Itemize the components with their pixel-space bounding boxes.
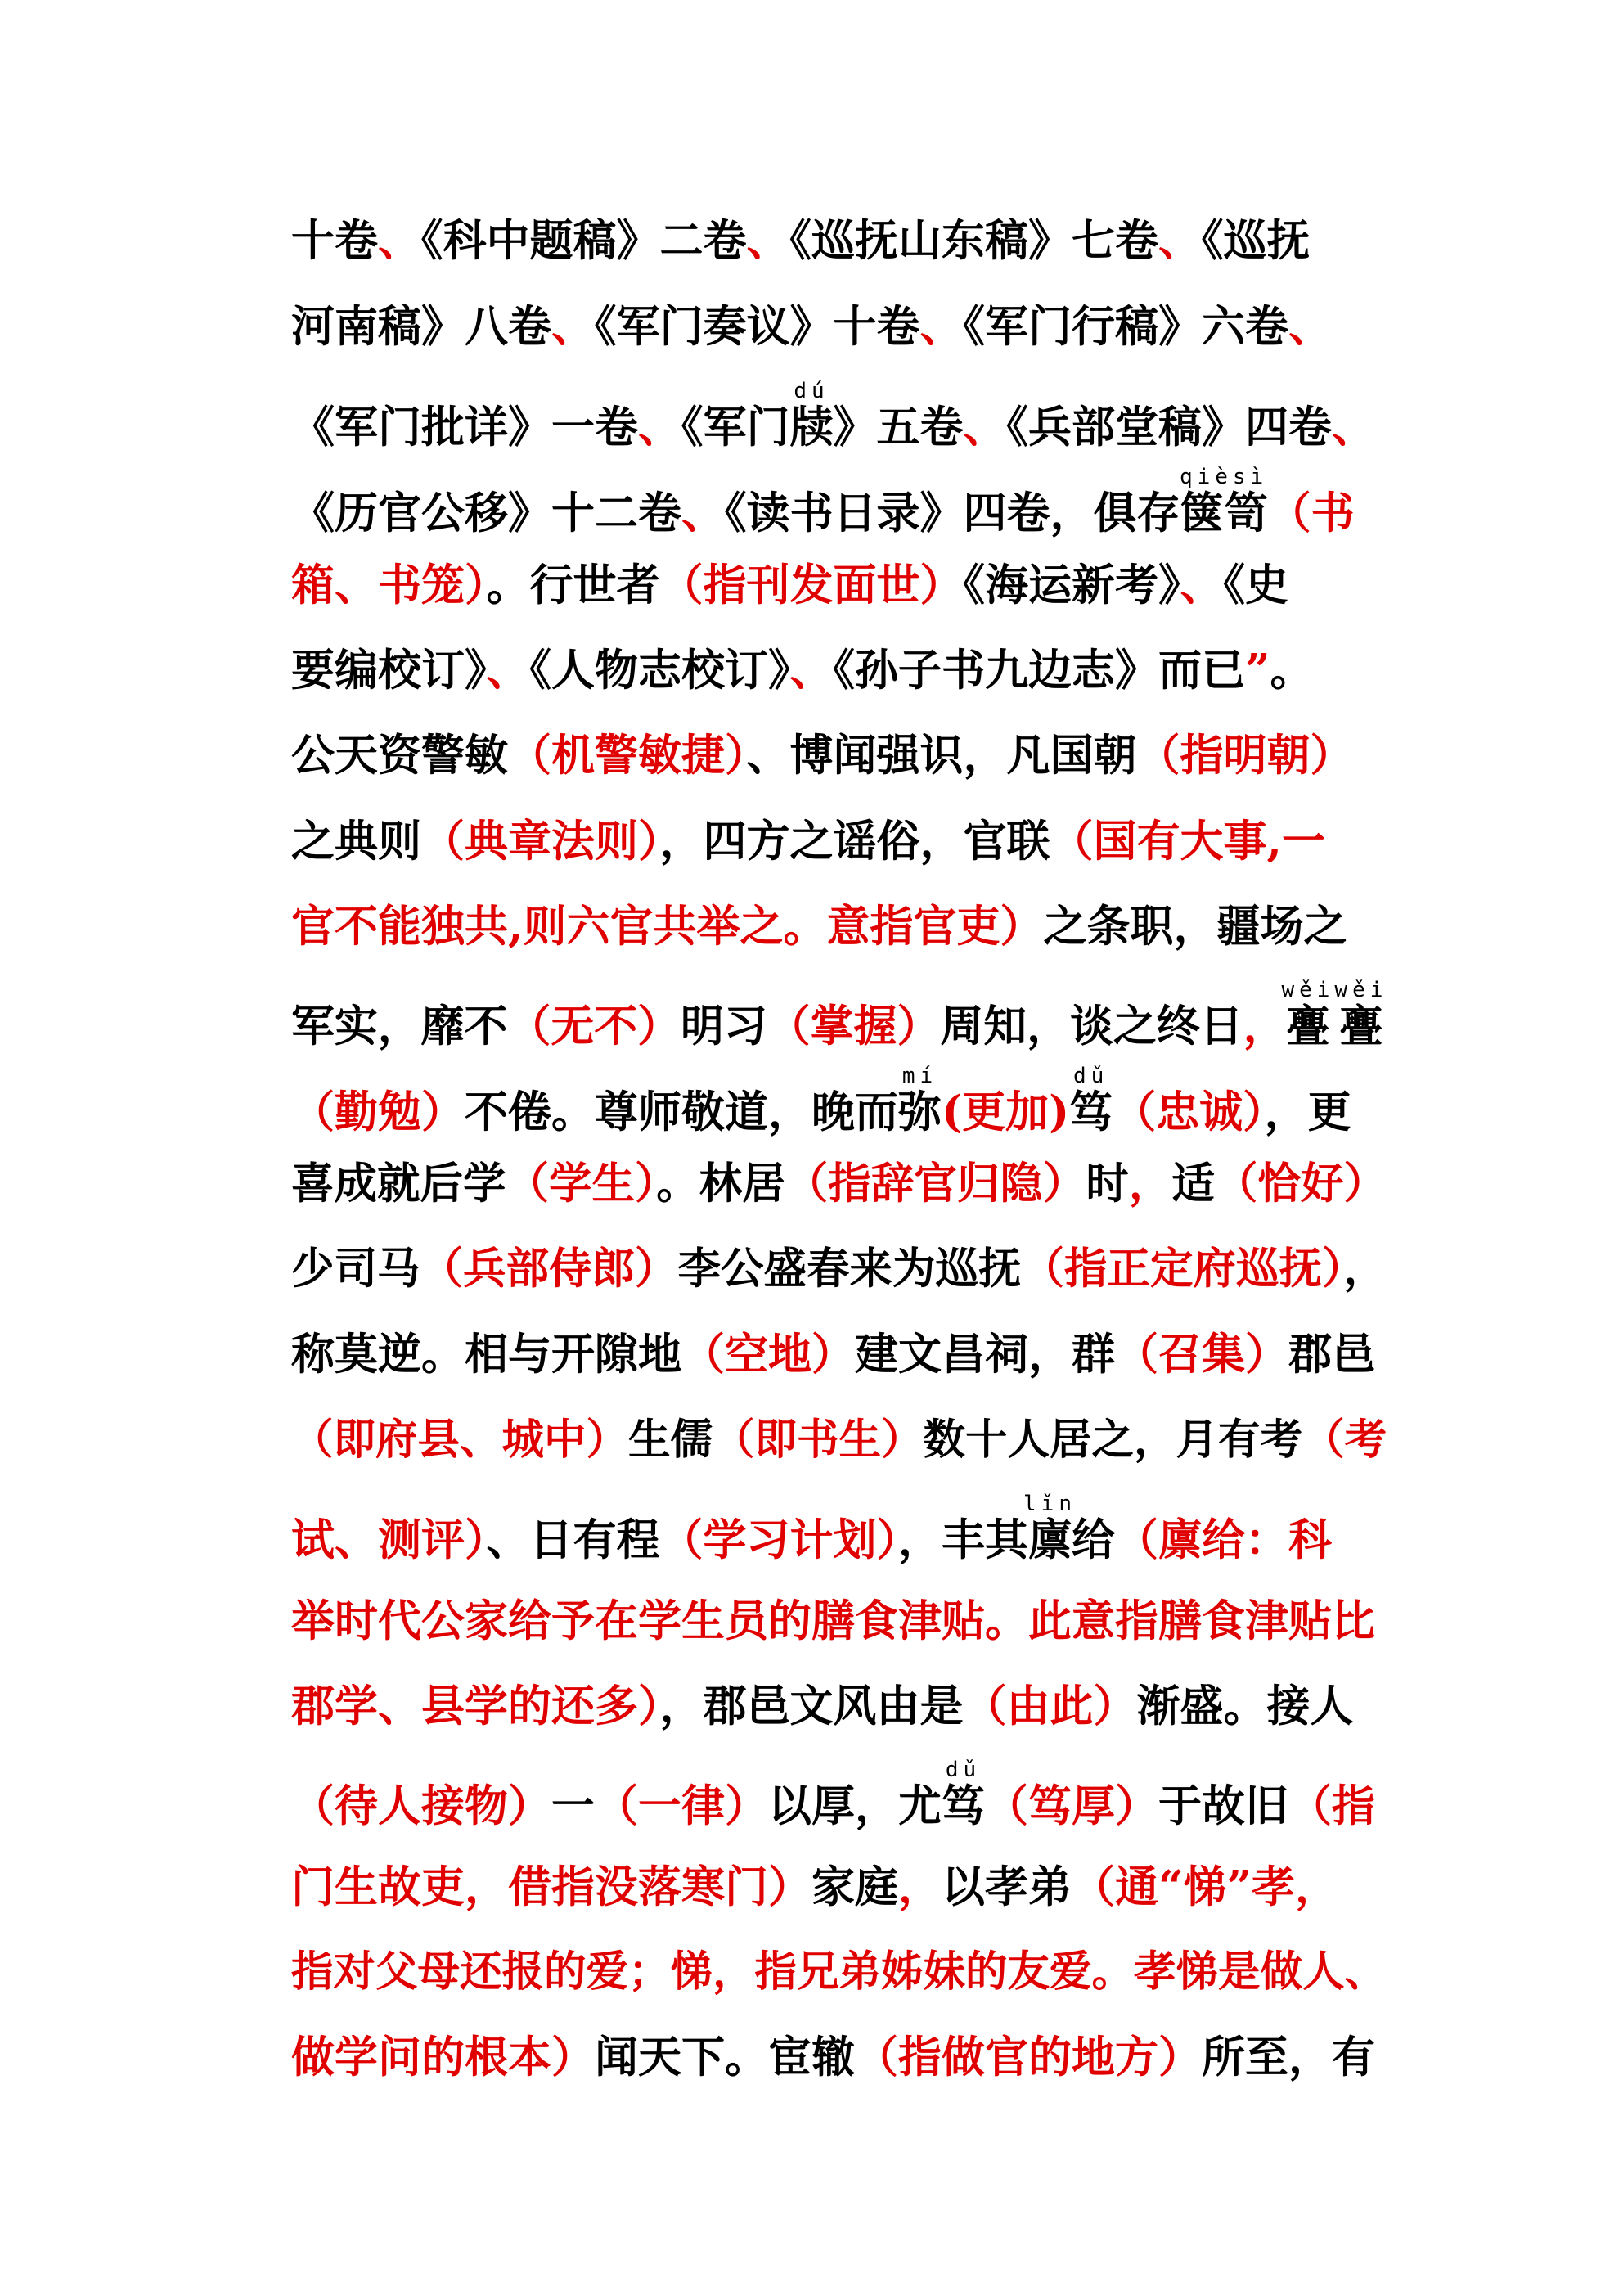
body-text: 《人物志校订》 bbox=[529, 645, 790, 696]
body-text: 所至，有 bbox=[1202, 2032, 1375, 2082]
annotation-text: 做学问的根本） bbox=[291, 2032, 595, 2082]
body-text: 数十人居之，月有考 bbox=[923, 1416, 1303, 1465]
body-text: 时 bbox=[1086, 1159, 1129, 1209]
annotation-text: （待人接物） bbox=[291, 1781, 551, 1831]
annotation-text: ， bbox=[898, 1862, 942, 1912]
text-line bbox=[291, 980, 1387, 1062]
annotation-text: 、 bbox=[551, 301, 595, 352]
body-text: 要编校订》 bbox=[291, 645, 487, 696]
text-line bbox=[291, 544, 1387, 626]
body-text: 《兵部堂稿》四卷 bbox=[1006, 402, 1332, 452]
annotation-text: 指对父母还报的爱；悌，指兄弟姊妹的友爱。孝悌是做人、 bbox=[291, 1947, 1387, 1997]
text-line bbox=[291, 2016, 1387, 2098]
annotated-character bbox=[1281, 978, 1388, 1051]
body-text: 之条职，疆场之 bbox=[1043, 901, 1347, 952]
annotation-text: 官不能独共,则六官共举之。意指官吏） bbox=[291, 901, 1044, 952]
annotation-text: 、 bbox=[919, 301, 964, 352]
body-text: 。 bbox=[1270, 645, 1314, 696]
text-line bbox=[291, 1494, 1387, 1576]
body-text: 《军门奏议》十卷 bbox=[595, 301, 920, 352]
annotation-text: （指辞官归隐） bbox=[785, 1159, 1086, 1209]
annotation-text: 、 bbox=[963, 402, 1007, 452]
annotation-text: 、 bbox=[1158, 215, 1202, 266]
body-text: 、日有程 bbox=[486, 1515, 660, 1565]
annotated-character bbox=[789, 379, 834, 452]
text-line bbox=[291, 286, 1387, 367]
pinyin-annotation: mí bbox=[898, 1064, 942, 1088]
annotation-text: 、 bbox=[378, 215, 421, 266]
body-text: ，四方之谣俗，官联 bbox=[659, 816, 1050, 867]
body-text: ， bbox=[1343, 1244, 1387, 1294]
annotation-text: 箱、书笼） bbox=[291, 560, 487, 610]
annotation-text: （机警敏捷） bbox=[508, 730, 747, 781]
annotation-text: （恰好） bbox=[1214, 1159, 1387, 1209]
body-text: 、博闻强识，凡国朝 bbox=[746, 730, 1137, 781]
pinyin-annotation: wěiwěi bbox=[1281, 978, 1388, 1002]
annotation-text: 、 bbox=[1288, 301, 1332, 352]
annotation-text: （学习计划） bbox=[659, 1515, 898, 1565]
annotation-text: （指做官的地方） bbox=[855, 2032, 1202, 2082]
annotation-text: 、 bbox=[638, 402, 681, 452]
annotation-text: 、 bbox=[746, 215, 790, 266]
annotation-text: （指刊发面世） bbox=[659, 560, 964, 610]
annotated-base: 亹亹 bbox=[1281, 1001, 1388, 1051]
body-text: 《军门 bbox=[681, 402, 790, 452]
annotation-text: （指正定府巡抚） bbox=[1021, 1244, 1344, 1294]
pinyin-annotation: dú bbox=[789, 379, 834, 403]
annotated-base: 笃 bbox=[942, 1781, 985, 1831]
body-text: 明习 bbox=[681, 1001, 767, 1051]
body-text: 《海运新考》 bbox=[963, 560, 1180, 610]
body-text: 渐盛。接人 bbox=[1136, 1681, 1354, 1731]
annotation-text: （廪给：科 bbox=[1115, 1515, 1332, 1565]
body-text: ，更 bbox=[1264, 1087, 1351, 1137]
body-text: 》五卷 bbox=[833, 402, 964, 452]
body-text: 不倦。尊师敬道，晚而 bbox=[465, 1087, 898, 1137]
pinyin-annotation: dǔ bbox=[942, 1758, 985, 1782]
pinyin-annotation: dǔ bbox=[1069, 1064, 1113, 1088]
body-text: 给 bbox=[1072, 1515, 1115, 1565]
text-line bbox=[291, 467, 1387, 549]
body-text: 闻天下。宦辙 bbox=[595, 2032, 855, 2082]
annotation-text: （即书生） bbox=[713, 1416, 924, 1465]
annotation-text: 门生故吏，借指没落寒门） bbox=[291, 1862, 812, 1912]
text-line bbox=[291, 1580, 1387, 1662]
body-text: 。行世者 bbox=[486, 560, 660, 610]
annotation-text: 、 bbox=[789, 645, 834, 696]
body-text: 一 bbox=[551, 1781, 595, 1831]
text-line bbox=[291, 1143, 1387, 1225]
annotation-text: （指 bbox=[1288, 1781, 1375, 1831]
text-line bbox=[291, 1931, 1387, 2013]
text-line bbox=[291, 629, 1387, 711]
annotation-text: （掌握） bbox=[767, 1001, 941, 1051]
body-text: 。林居 bbox=[656, 1159, 785, 1209]
body-text: 郡邑 bbox=[1288, 1329, 1375, 1380]
body-text: 家庭 bbox=[812, 1862, 898, 1912]
body-text: 称莫逆。相与开隙地 bbox=[291, 1329, 681, 1380]
annotation-text: （兵部侍郎） bbox=[420, 1244, 678, 1294]
annotation-text: （即府县、城中） bbox=[291, 1416, 629, 1465]
annotation-text: 、 bbox=[1180, 560, 1224, 610]
annotation-text: （学生） bbox=[506, 1159, 657, 1209]
annotation-text: 试、测评） bbox=[291, 1515, 487, 1565]
body-text: 以厚，尤 bbox=[768, 1781, 942, 1831]
text-line bbox=[291, 200, 1387, 281]
body-text: 《读书日录》四卷，俱存 bbox=[725, 488, 1180, 538]
body-text: 《军门批详》一卷 bbox=[291, 402, 638, 452]
annotated-base: 弥 bbox=[898, 1087, 942, 1137]
body-text: 以孝弟 bbox=[942, 1862, 1072, 1912]
annotation-text: 、 bbox=[486, 645, 530, 696]
annotation-text: （召集） bbox=[1115, 1329, 1288, 1380]
annotated-character bbox=[1023, 1492, 1077, 1565]
annotated-base: 笃 bbox=[1069, 1087, 1113, 1137]
body-text: 之典则 bbox=[291, 816, 421, 867]
annotation-text: （典章法则） bbox=[421, 816, 660, 867]
annotation-text: ， bbox=[1243, 1001, 1287, 1051]
annotation-text: （忠诚） bbox=[1113, 1087, 1265, 1137]
annotation-text: (更加) bbox=[942, 1087, 1070, 1137]
text-line bbox=[291, 381, 1387, 463]
annotation-text: 、 bbox=[1332, 402, 1375, 452]
body-text: 生儒 bbox=[628, 1416, 713, 1465]
body-text: 《巡抚 bbox=[1202, 215, 1311, 266]
annotated-base: 廪 bbox=[1023, 1515, 1077, 1565]
annotation-text: （空地） bbox=[681, 1329, 855, 1380]
annotation-text: （考 bbox=[1302, 1416, 1387, 1465]
text-line bbox=[291, 1399, 1387, 1481]
body-text: 适 bbox=[1171, 1159, 1215, 1209]
annotation-text: ， bbox=[1128, 1159, 1172, 1209]
annotation-text: （笃厚） bbox=[985, 1781, 1158, 1831]
annotated-base: 箧笥 bbox=[1179, 488, 1269, 538]
annotation-text: （无不） bbox=[507, 1001, 681, 1051]
text-line bbox=[291, 885, 1387, 967]
body-text: 《孙子书九边志》而已 bbox=[833, 645, 1245, 696]
annotation-text: ” bbox=[1245, 645, 1270, 696]
body-text: 《科中题稿》二卷 bbox=[421, 215, 747, 266]
annotated-character bbox=[1179, 465, 1269, 538]
body-text: 十卷 bbox=[291, 215, 378, 266]
annotation-text: （国有大事,一 bbox=[1050, 816, 1325, 867]
annotated-character bbox=[1069, 1064, 1113, 1137]
body-text: 《历官公移》十二卷 bbox=[291, 488, 681, 538]
body-text: 少司马 bbox=[291, 1244, 420, 1294]
body-text: 于故旧 bbox=[1158, 1781, 1288, 1831]
body-text: ，郡邑文风由是 bbox=[659, 1681, 964, 1731]
body-text: 周知，谈之终日 bbox=[940, 1001, 1243, 1051]
pinyin-annotation: qièsì bbox=[1179, 465, 1269, 489]
annotated-character bbox=[942, 1758, 985, 1831]
annotated-character bbox=[898, 1064, 942, 1137]
body-text: 《军门行稿》六卷 bbox=[963, 301, 1288, 352]
annotation-text: （通“悌”孝， bbox=[1072, 1862, 1338, 1912]
text-line bbox=[291, 1066, 1387, 1148]
body-text: 喜成就后学 bbox=[291, 1159, 506, 1209]
body-text: 《史 bbox=[1223, 560, 1288, 610]
text-line bbox=[291, 714, 1387, 796]
body-text: 建文昌祠，群 bbox=[855, 1329, 1115, 1380]
body-text: 军实，靡不 bbox=[291, 1001, 508, 1051]
pinyin-annotation: lǐn bbox=[1023, 1492, 1077, 1516]
text-line bbox=[291, 1313, 1387, 1395]
text-line bbox=[291, 1846, 1387, 1928]
text-line bbox=[291, 1665, 1387, 1747]
annotation-text: （一律） bbox=[595, 1781, 768, 1831]
text-line bbox=[291, 1760, 1387, 1842]
annotation-text: 、 bbox=[681, 488, 725, 538]
annotation-text: 郡学、县学的还多） bbox=[291, 1681, 660, 1731]
body-text: 公天资警敏 bbox=[291, 730, 508, 781]
annotation-text: （勤勉） bbox=[291, 1087, 465, 1137]
text-line bbox=[291, 1228, 1387, 1310]
annotated-base: 牍 bbox=[789, 402, 834, 452]
annotation-text: （由此） bbox=[963, 1681, 1137, 1731]
body-text: 李公盛春来为巡抚 bbox=[677, 1244, 1022, 1294]
annotation-text: （指明朝） bbox=[1136, 730, 1354, 781]
text-line bbox=[291, 800, 1387, 882]
body-text: 河南稿》八卷 bbox=[291, 301, 551, 352]
body-text: 《巡抚山东稿》七卷 bbox=[789, 215, 1158, 266]
annotation-text: 举时代公家给予在学生员的膳食津贴。此意指膳食津贴比 bbox=[291, 1596, 1375, 1646]
annotation-text: （书 bbox=[1267, 488, 1355, 538]
body-text: ，丰其 bbox=[898, 1515, 1028, 1565]
